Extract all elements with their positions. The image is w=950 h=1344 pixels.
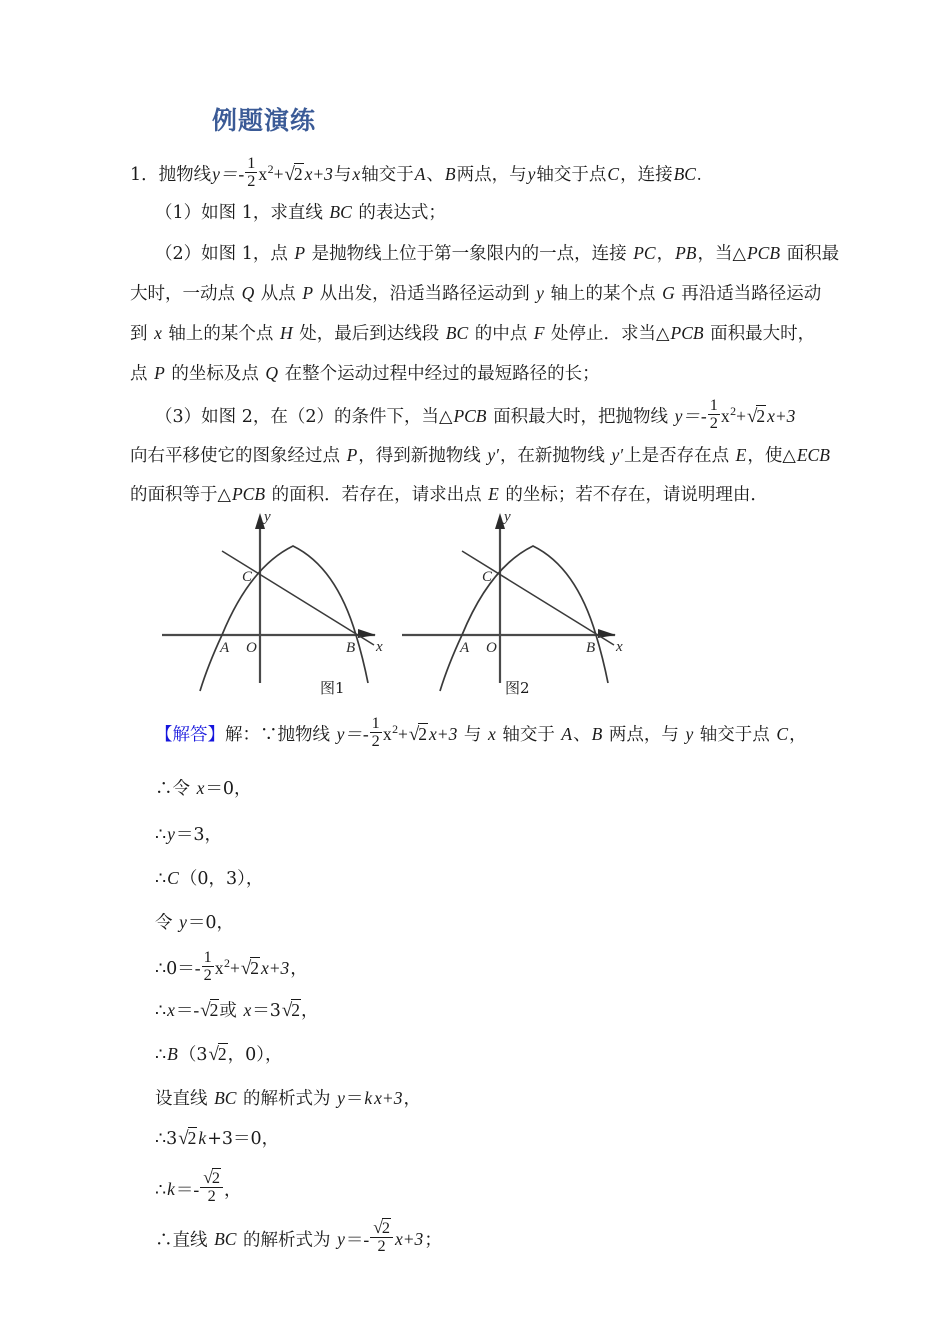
sol-l6-prefix: ∴	[155, 1001, 167, 1021]
part2-l1-pcb: PCB	[746, 243, 781, 263]
solution-line-6	[155, 1002, 319, 1021]
part2-l2-p: P	[302, 283, 314, 303]
part2-l3-f: F	[533, 323, 545, 343]
part3-l2-yp2: y′	[611, 445, 624, 465]
stem-tail-5: ，连接	[620, 165, 673, 186]
sol-l5-radical	[240, 960, 260, 979]
sol-l11-fraction	[370, 1219, 393, 1255]
solution-line-8	[155, 1090, 421, 1109]
stem-tail-3: 两点，与	[456, 165, 527, 186]
sol-l11-semi: ；	[424, 1230, 442, 1251]
line-bc	[222, 551, 374, 645]
part1-tail: 的表达式；	[352, 203, 446, 223]
sol-l0-c: C	[776, 724, 789, 745]
figure-1	[160, 505, 430, 710]
sol-l0-fraction	[370, 715, 382, 749]
sol-l6-eq2: ＝3	[252, 1001, 281, 1021]
part2-l4-b: 的坐标及点	[165, 364, 265, 384]
radical-sign-icon: √	[208, 1044, 219, 1065]
part3-l3-pcb: PCB	[231, 484, 266, 504]
sol-l10-radical	[202, 1169, 221, 1187]
figure-2	[400, 505, 670, 710]
sol-l0-x: x	[382, 724, 392, 745]
part1-bc: BC	[329, 202, 352, 222]
part2-l4-c: 在整个运动过程中经过的最短路径的长；	[279, 364, 600, 384]
part3-l3-b: 的面积．若存在，请求出点	[266, 485, 488, 505]
stem-eq-y: y＝	[212, 164, 238, 185]
stem-lead: 抛物线	[158, 165, 212, 186]
sol-l0-comma: ，	[789, 725, 807, 746]
figure-2-c-label: C	[482, 569, 493, 585]
stem-frac-denominator: 2	[247, 172, 256, 190]
part2-l1-pb: PB	[675, 243, 697, 263]
sol-l0-dun: 、	[573, 725, 591, 746]
sol-l11-eq: ＝	[345, 1230, 364, 1251]
sol-l3-c: C	[167, 868, 179, 888]
sol-l11-radicand: 2	[381, 1219, 390, 1238]
sol-l6-x1: x	[167, 1000, 175, 1020]
figure-1-b-label: B	[346, 640, 356, 656]
sol-l6-eq1: ＝	[175, 1001, 194, 1021]
figure-1-a-label: A	[220, 640, 230, 656]
figure-group	[130, 505, 830, 710]
part3-l1-exp: 2	[730, 404, 737, 419]
figure-1-x-label: x	[376, 639, 383, 655]
part2-l2-g: G	[662, 283, 675, 303]
sol-l0-prefix: 解：∵抛物线	[225, 725, 336, 746]
sol-l5-comma: ，	[290, 959, 308, 980]
sol-l7-close: ，0），	[227, 1045, 283, 1065]
sol-l4-y: y	[179, 912, 187, 932]
sol-l11-x3: x+3	[394, 1229, 424, 1250]
stem-tail-4: 轴交于点	[536, 165, 607, 186]
sol-l11-bc: BC	[214, 1229, 237, 1250]
sol-l11-numerator	[370, 1219, 393, 1238]
part2-l4-p: P	[154, 363, 165, 383]
radical-sign-icon: √	[281, 1000, 293, 1021]
figure-1-c-label: C	[242, 569, 253, 585]
solution-line-9	[155, 1130, 279, 1149]
solution-line-2	[155, 826, 222, 845]
sol-l0-num: 1	[371, 714, 380, 733]
part3-l2-c: ，在新抛物线	[499, 446, 611, 466]
part3-fraction	[708, 397, 720, 431]
part2-l2-d: 轴上的某个点	[544, 284, 662, 304]
stem-plus: +	[273, 164, 284, 185]
problem-part-2-line-4	[130, 365, 600, 384]
solution-line-5	[155, 948, 308, 986]
problem-part-3-line-1	[155, 396, 796, 434]
sol-l0-xv: x	[487, 724, 496, 745]
part3-l3-c: 的坐标；若不存在，请说明理由．	[499, 485, 768, 505]
part2-l3-c: 处，最后到达线段	[293, 324, 445, 344]
sol-l3-coords: （0，3），	[179, 869, 264, 889]
sol-l6-x2: x	[243, 1000, 252, 1020]
sol-l6-radicand-1: 2	[209, 1000, 219, 1020]
stem-point-a: A	[414, 164, 426, 185]
sol-l10-fraction	[200, 1169, 223, 1205]
part2-l1-b: 是抛物线上位于第一象限内的一点，连接	[306, 244, 633, 264]
part3-l1-y: y＝	[674, 406, 700, 427]
part2-l4-q: Q	[265, 363, 279, 383]
solution-line-0	[155, 714, 807, 752]
stem-point-c: C	[607, 164, 620, 185]
sol-l11-minus: -	[363, 1229, 370, 1250]
sol-l3-prefix: ∴	[155, 869, 167, 889]
sol-l5-x3: x+3	[260, 958, 290, 979]
part3-l2-e2: ，使△	[747, 446, 796, 466]
sol-l9-tail: +3＝0，	[207, 1129, 280, 1149]
sol-l10-comma: ，	[224, 1180, 242, 1201]
sol-l6-radical-2	[281, 1002, 301, 1021]
radical-sign-icon: √	[373, 1217, 383, 1238]
sol-l11-y: y	[337, 1229, 345, 1250]
parabola-curve	[200, 546, 368, 691]
part2-l3-h: H	[280, 323, 293, 343]
figure-2-caption: 图2	[505, 679, 530, 697]
figure-1-o-label: O	[246, 640, 257, 656]
part3-radicand: 2	[756, 406, 766, 427]
sol-l11-prefix: ∴直线	[155, 1230, 214, 1251]
sol-l8-eq: ＝	[345, 1089, 364, 1109]
part2-l2-e: 再沿适当路径运动	[675, 284, 822, 304]
sol-l9-radical	[177, 1130, 197, 1149]
sol-l10-numerator	[200, 1169, 223, 1188]
sol-l11-mid: 的解析式为	[237, 1230, 337, 1251]
part2-l3-pcb: PCB	[670, 323, 704, 343]
radical-sign-icon: √	[746, 406, 758, 428]
stem-segment-bc: BC	[673, 164, 696, 185]
part2-l1-a: （2）如图 1，点	[155, 244, 294, 264]
part3-radical	[746, 408, 766, 427]
sol-l0-radicand: 2	[418, 724, 428, 745]
part2-l1-d: ，当△	[697, 244, 746, 264]
radical-sign-icon: √	[203, 1167, 213, 1188]
sol-l8-k: k	[364, 1088, 373, 1108]
radical-sign-icon: √	[408, 724, 420, 746]
sol-l7-radicand: 2	[217, 1044, 227, 1064]
sol-l7-prefix: ∴	[155, 1045, 167, 1065]
figure-2-x-label: x	[616, 639, 623, 655]
line-bc	[462, 551, 614, 645]
sol-l10-prefix: ∴	[155, 1180, 167, 1201]
part2-l1-p: P	[294, 243, 306, 263]
sol-l0-exp: 2	[392, 722, 399, 737]
radical-sign-icon: √	[200, 1000, 211, 1021]
part2-l3-b: 轴上的某个点	[162, 324, 279, 344]
part3-l1-minus: -	[700, 406, 707, 427]
sol-l0-mid3: 两点，与	[603, 725, 685, 746]
sol-l7-b: B	[167, 1044, 178, 1064]
sol-l5-exp: 2	[224, 956, 230, 971]
part2-l3-e: 处停止．求当△	[545, 324, 670, 344]
part3-l3-e: E	[488, 484, 499, 504]
sol-l1-eq: ＝0，	[205, 779, 252, 799]
stem-period: .	[696, 164, 702, 185]
solution-line-11	[155, 1217, 442, 1258]
solution-line-7	[155, 1046, 283, 1065]
stem-point-b: B	[444, 164, 456, 185]
solution-line-1	[155, 780, 252, 799]
part3-l1-b: 面积最大时，把抛物线	[487, 407, 674, 428]
part2-l2-y: y	[536, 283, 544, 303]
part2-l1-pc: PC	[633, 243, 656, 263]
sol-l10-minus: -	[193, 1179, 200, 1200]
sol-l10-denominator: 2	[207, 1187, 216, 1206]
sol-l5-radicand: 2	[250, 958, 259, 979]
sol-l5-prefix: ∴0＝	[155, 959, 195, 980]
radical-sign-icon: √	[178, 1128, 189, 1149]
stem-radicand: 2	[293, 164, 303, 185]
part2-l3-d: 的中点	[469, 324, 533, 344]
sol-l2-prefix: ∴	[155, 825, 167, 845]
problem-part-2-line-2	[130, 285, 821, 304]
sol-l10-k: k	[167, 1179, 175, 1200]
part2-l1-c: ，	[656, 244, 675, 264]
part3-l2-b: ，得到新抛物线	[358, 446, 487, 466]
aux-line-hidden	[206, 517, 260, 575]
sol-l5-x: x	[214, 958, 224, 979]
sol-l9-radicand: 2	[187, 1128, 197, 1148]
sol-l7-open: （3	[178, 1045, 208, 1065]
stem-tail-1: 与	[333, 165, 352, 186]
part2-l2-a: 大时，一动点	[130, 284, 241, 304]
stem-y-axis: y	[527, 164, 536, 185]
sol-l0-den: 2	[371, 732, 380, 750]
part3-l1-plus: +	[736, 406, 746, 427]
sol-l5-minus: -	[194, 958, 201, 979]
figure-2-y-label: y	[504, 509, 511, 525]
figure-2-a-label: A	[460, 640, 470, 656]
figure-1-graph	[160, 505, 430, 710]
sol-l11-denominator: 2	[377, 1237, 386, 1256]
page-title: 例题演练	[212, 106, 317, 135]
part1-label: （1）如图 1，求直线	[155, 203, 329, 223]
stem-exponent: 2	[267, 162, 274, 177]
solution-line-10	[155, 1167, 242, 1208]
sol-l0-tail: 轴交于点	[694, 725, 776, 746]
stem-frac-numerator: 1	[247, 154, 256, 173]
part3-l2-p: P	[346, 445, 358, 465]
sol-l0-minus: -	[362, 724, 369, 745]
figure-2-b-label: B	[586, 640, 596, 656]
problem-part-2-line-3	[130, 325, 815, 344]
sol-l0-mid: 与	[458, 725, 487, 746]
part3-l2-d: 上是否存在点	[624, 446, 735, 466]
part3-l1-a: （3）如图 2，在（2）的条件下，当△	[155, 407, 453, 428]
sol-l5-fraction	[202, 949, 214, 983]
part2-l2-q: Q	[241, 283, 255, 303]
part2-l2-b: 从点	[255, 284, 302, 304]
problem-part-3-line-2	[130, 447, 831, 466]
sol-l1-x: x	[196, 778, 205, 798]
solution-line-4	[155, 914, 234, 933]
stem-tail-2: 轴交于	[361, 165, 414, 186]
figure-1-y-label: y	[264, 509, 271, 525]
stem-radical	[283, 166, 303, 185]
sol-l0-x3: x+3	[429, 724, 458, 745]
sol-l6-minus: -	[193, 1000, 200, 1020]
stem-x-plus-3: x+3	[304, 164, 333, 185]
sol-l11-radical	[372, 1219, 391, 1237]
sol-l9-k: k	[198, 1128, 207, 1148]
sol-l8-x3: x+3	[374, 1088, 403, 1108]
problem-stem	[130, 154, 702, 192]
part3-l2-a: 向右平移使它的图象经过点	[130, 446, 346, 466]
part3-l1-x: x	[720, 406, 730, 427]
part3-l2-e: E	[735, 445, 747, 465]
sol-l6-comma: ，	[301, 1001, 319, 1021]
radical-sign-icon: √	[284, 164, 295, 186]
part3-l3-a: 的面积等于△	[130, 485, 231, 505]
part2-l3-a: 到	[130, 324, 154, 344]
sol-l6-or: 或	[219, 1001, 243, 1021]
problem-part-2-line-1	[155, 245, 839, 264]
part2-l1-e: 面积最	[781, 244, 840, 264]
problem-number: 1．	[130, 165, 159, 186]
part3-frac-num: 1	[709, 396, 718, 415]
radical-sign-icon: √	[240, 958, 252, 980]
part3-frac-den: 2	[709, 414, 718, 432]
sol-l4-prefix: 令	[155, 913, 179, 933]
solution-line-3	[155, 870, 263, 889]
stem-fraction	[245, 155, 257, 189]
parabola-curve	[440, 546, 608, 691]
part2-l3-f2: 面积最大时，	[704, 324, 816, 344]
sol-l5-num: 1	[203, 948, 212, 967]
stem-x-axis: x	[352, 164, 361, 185]
sol-l8-comma: ，	[403, 1089, 421, 1109]
stem-x-var: x	[258, 164, 268, 185]
sol-l8-bc: BC	[214, 1088, 237, 1108]
sol-l0-plus: +	[398, 724, 408, 745]
figure-2-o-label: O	[486, 640, 497, 656]
sol-l5-plus: +	[229, 958, 240, 979]
sol-l8-mid: 的解析式为	[237, 1089, 337, 1109]
sol-l0-radical	[408, 726, 428, 745]
sol-l4-eq: ＝0，	[187, 913, 234, 933]
sol-l0-y: y＝	[336, 724, 362, 745]
sol-l10-radicand: 2	[211, 1169, 221, 1188]
part3-l1-x3: x+3	[767, 406, 796, 427]
sol-l10-eq: ＝	[175, 1180, 194, 1201]
sol-l0-mid2: 轴交于	[496, 725, 561, 746]
sol-l0-b: B	[591, 724, 603, 745]
part2-l3-x: x	[154, 323, 162, 343]
figure-2-graph	[400, 505, 670, 710]
answer-tag: 【解答】	[155, 725, 225, 746]
sol-l8-y: y	[337, 1088, 345, 1108]
sol-l1-prefix: ∴令	[155, 779, 196, 799]
figure-1-caption: 图1	[320, 679, 345, 697]
stem-dun: 、	[426, 165, 444, 186]
problem-part-3-line-3	[130, 486, 768, 505]
problem-part-1	[155, 204, 446, 223]
part3-l2-ecb: ECB	[796, 445, 830, 465]
sol-l2-y: y	[167, 824, 175, 844]
sol-l0-yv: y	[685, 724, 694, 745]
sol-l6-radical-1	[199, 1002, 219, 1021]
part2-l2-c: 从出发，沿适当路径运动到	[314, 284, 536, 304]
sol-l8-prefix: 设直线	[155, 1089, 214, 1109]
sol-l5-den: 2	[203, 966, 212, 984]
part2-l3-bc: BC	[445, 323, 469, 343]
part3-l2-yp: y′	[487, 445, 499, 465]
part2-l4-a: 点	[130, 364, 154, 384]
sol-l2-eq: ＝3，	[175, 825, 223, 845]
part3-l1-pcb: PCB	[453, 406, 487, 427]
sol-l7-radical	[207, 1046, 227, 1065]
sol-l6-radicand-2: 2	[291, 1000, 300, 1020]
stem-minus: -	[238, 164, 245, 185]
sol-l9-prefix: ∴3	[155, 1129, 178, 1149]
sol-l0-a: A	[561, 724, 573, 745]
